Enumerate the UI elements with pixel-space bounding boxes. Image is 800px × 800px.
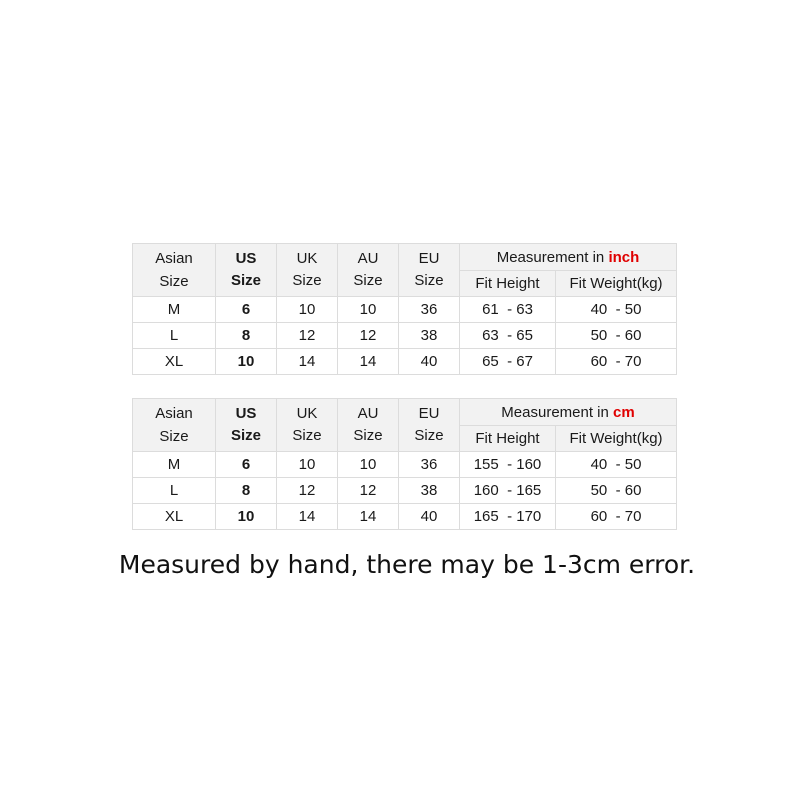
header-uk-size: UK Size [277, 244, 338, 297]
cell-asian: XL [133, 349, 216, 375]
header-au-size: AU Size [338, 399, 399, 452]
cell-asian: L [133, 323, 216, 349]
cell-uk: 14 [277, 504, 338, 530]
cell-fit-height: 160 - 165 [460, 478, 556, 504]
cell-au: 12 [338, 323, 399, 349]
header-eu-size: EU Size [399, 244, 460, 297]
cell-eu: 36 [399, 297, 460, 323]
header-us-size: US Size [216, 244, 277, 297]
table-row [133, 504, 677, 530]
cell-uk: 12 [277, 478, 338, 504]
header-measurement: Measurement in inch [460, 244, 677, 271]
cell-fit-weight: 50 - 60 [556, 323, 677, 349]
header-asian-size: Asian Size [133, 399, 216, 452]
cell-uk: 10 [277, 297, 338, 323]
cell-au: 10 [338, 297, 399, 323]
cell-us: 8 [216, 478, 277, 504]
size-table-cm [132, 398, 677, 530]
cell-au: 14 [338, 504, 399, 530]
header-fit-weight: Fit Weight(kg) [556, 271, 677, 297]
table-row [133, 323, 677, 349]
cell-au: 14 [338, 349, 399, 375]
cell-fit-weight: 40 - 50 [556, 452, 677, 478]
cell-fit-weight: 60 - 70 [556, 504, 677, 530]
header-fit-height: Fit Height [460, 426, 556, 452]
cell-fit-weight: 50 - 60 [556, 478, 677, 504]
size-table-inch [132, 243, 677, 375]
cell-uk: 10 [277, 452, 338, 478]
cell-us: 10 [216, 349, 277, 375]
cell-asian: M [133, 452, 216, 478]
header-au-size: AU Size [338, 244, 399, 297]
cell-us: 10 [216, 504, 277, 530]
header-uk-size: UK Size [277, 399, 338, 452]
table-row [133, 452, 677, 478]
cell-fit-weight: 60 - 70 [556, 349, 677, 375]
cell-fit-weight: 40 - 50 [556, 297, 677, 323]
cell-asian: XL [133, 504, 216, 530]
cell-us: 6 [216, 297, 277, 323]
unit-label: inch [608, 248, 640, 266]
cell-eu: 40 [399, 349, 460, 375]
unit-label: cm [613, 403, 635, 421]
header-us-size: US Size [216, 399, 277, 452]
cell-eu: 40 [399, 504, 460, 530]
cell-fit-height: 165 - 170 [460, 504, 556, 530]
cell-eu: 36 [399, 452, 460, 478]
cell-asian: M [133, 297, 216, 323]
cell-fit-height: 63 - 65 [460, 323, 556, 349]
table-row [133, 349, 677, 375]
cell-fit-height: 65 - 67 [460, 349, 556, 375]
header-asian-size: Asian Size [133, 244, 216, 297]
header-fit-weight: Fit Weight(kg) [556, 426, 677, 452]
cell-au: 10 [338, 452, 399, 478]
cell-us: 6 [216, 452, 277, 478]
cell-uk: 14 [277, 349, 338, 375]
measurement-note: Measured by hand, there may be 1-3cm error. [118, 550, 696, 579]
header-fit-height: Fit Height [460, 271, 556, 297]
cell-fit-height: 61 - 63 [460, 297, 556, 323]
cell-uk: 12 [277, 323, 338, 349]
cell-fit-height: 155 - 160 [460, 452, 556, 478]
cell-us: 8 [216, 323, 277, 349]
header-measurement: Measurement in cm [460, 399, 677, 426]
table-row [133, 297, 677, 323]
header-eu-size: EU Size [399, 399, 460, 452]
cell-asian: L [133, 478, 216, 504]
cell-au: 12 [338, 478, 399, 504]
cell-eu: 38 [399, 323, 460, 349]
table-row [133, 478, 677, 504]
cell-eu: 38 [399, 478, 460, 504]
